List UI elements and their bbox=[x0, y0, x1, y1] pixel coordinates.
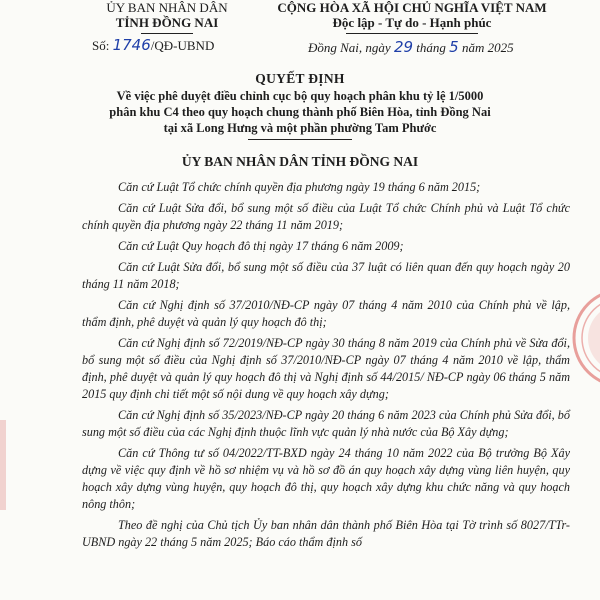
national-motto: Độc lập - Tự do - Hạnh phúc bbox=[332, 15, 492, 30]
doc-number-suffix: /QĐ-UBND bbox=[150, 38, 215, 53]
year-text: năm 2025 bbox=[458, 40, 514, 55]
legal-basis-paragraph: Căn cứ Luật Sửa đổi, bổ sung một số điều của 37 luật có liên quan đến quy hoạch ngày 20 tháng 11 năm 2018; bbox=[82, 260, 570, 291]
republic-name: CỘNG HÒA XÃ HỘI CHỦ NGHĨA VIỆT NAM bbox=[277, 0, 547, 15]
doc-number-handwritten: 1746 bbox=[112, 36, 151, 54]
date-month-handwritten: 5 bbox=[449, 38, 459, 56]
seal-icon bbox=[570, 278, 600, 398]
red-seal-stamp bbox=[570, 278, 600, 398]
stamp-edge-mark bbox=[0, 420, 6, 510]
legal-basis-paragraph: Căn cứ Luật Sửa đổi, bổ sung một số điều của Luật Tổ chức Chính phủ và Luật Tổ chức chính quyền địa phương ngày 22 tháng 11 năm 2019; bbox=[82, 201, 570, 232]
subject-line: phân khu C4 theo quy hoạch chung thành phố Biên Hòa, tỉnh Đồng Nai bbox=[109, 105, 491, 119]
legal-basis-section bbox=[82, 179, 570, 555]
authority-underline bbox=[141, 33, 193, 34]
motto-underline bbox=[346, 33, 478, 34]
legal-basis-paragraph: Căn cứ Nghị định số 72/2019/NĐ-CP ngày 30 tháng 8 năm 2019 của Chính phủ về Sửa đổi, bổ sung một số điều của Nghị định số 37/2010/NĐ-CP ngày 07 tháng 4 năm 2010 về lập, thẩm định, phê duyệt và quản lý quy hoạch đô thị và Nghị định số 44/2015/ NĐ-CP ngày 06 tháng 5 năm 2015 quy định chi tiết một số nội dung về quy hoạch xây dựng; bbox=[82, 336, 570, 401]
date-day-handwritten: 29 bbox=[393, 38, 414, 56]
issuing-authority-line2: TỈNH ĐỒNG NAI bbox=[115, 15, 219, 30]
place-prefix: Đồng Nai, ngày bbox=[308, 40, 394, 55]
document-subject bbox=[60, 88, 540, 136]
national-header-block bbox=[262, 0, 562, 34]
issuing-authority-line1: ỦY BAN NHÂN DÂN bbox=[106, 0, 228, 15]
doc-number-prefix: Số: bbox=[92, 38, 113, 53]
document-title: QUYẾT ĐỊNH bbox=[255, 71, 345, 86]
authority-heading: ỦY BAN NHÂN DÂN TỈNH ĐỒNG NAI bbox=[181, 154, 419, 169]
place-and-date bbox=[308, 38, 514, 56]
legal-basis-paragraph: Căn cứ Nghị định số 35/2023/NĐ-CP ngày 20 tháng 6 năm 2023 của Chính phủ Sửa đổi, bổ sung một số điều của các Nghị định thuộc lĩnh vực quản lý nhà nước của Bộ Xây dựng; bbox=[82, 408, 570, 439]
subject-underline bbox=[248, 139, 352, 140]
document-number bbox=[92, 36, 214, 54]
legal-basis-paragraph: Căn cứ Luật Tổ chức chính quyền địa phương ngày 19 tháng 6 năm 2015; bbox=[118, 180, 481, 194]
subject-line: tại xã Long Hưng và một phần phường Tam Phước bbox=[163, 121, 437, 135]
proposal-paragraph: Theo đề nghị của Chủ tịch Ủy ban nhân dân thành phố Biên Hòa tại Tờ trình số 8027/TTr-UBND ngày 22 tháng 5 năm 2025; Báo cáo thẩm định số bbox=[82, 518, 570, 549]
subject-line: Về việc phê duyệt điều chỉnh cục bộ quy hoạch phân khu tỷ lệ 1/5000 bbox=[116, 89, 484, 103]
legal-basis-paragraph: Căn cứ Luật Quy hoạch đô thị ngày 17 tháng 6 năm 2009; bbox=[118, 239, 404, 253]
month-word: tháng bbox=[413, 40, 450, 55]
issuing-authority-block bbox=[82, 0, 252, 34]
legal-basis-paragraph: Căn cứ Thông tư số 04/2022/TT-BXD ngày 24 tháng 10 năm 2022 của Bộ trưởng Bộ Xây dựng về việc quy định về hồ sơ nhiệm vụ và hồ sơ đồ án quy hoạch xây dựng vùng liên huyện, quy hoạch xây dựng vùng huyện, quy hoạch đô thị, quy hoạch xây dựng khu chức năng và quy hoạch nông thôn; bbox=[82, 446, 570, 511]
legal-basis-paragraph: Căn cứ Nghị định số 37/2010/NĐ-CP ngày 07 tháng 4 năm 2010 của Chính phủ về lập, thẩm định, phê duyệt và quản lý quy hoạch đô thị; bbox=[82, 298, 570, 329]
